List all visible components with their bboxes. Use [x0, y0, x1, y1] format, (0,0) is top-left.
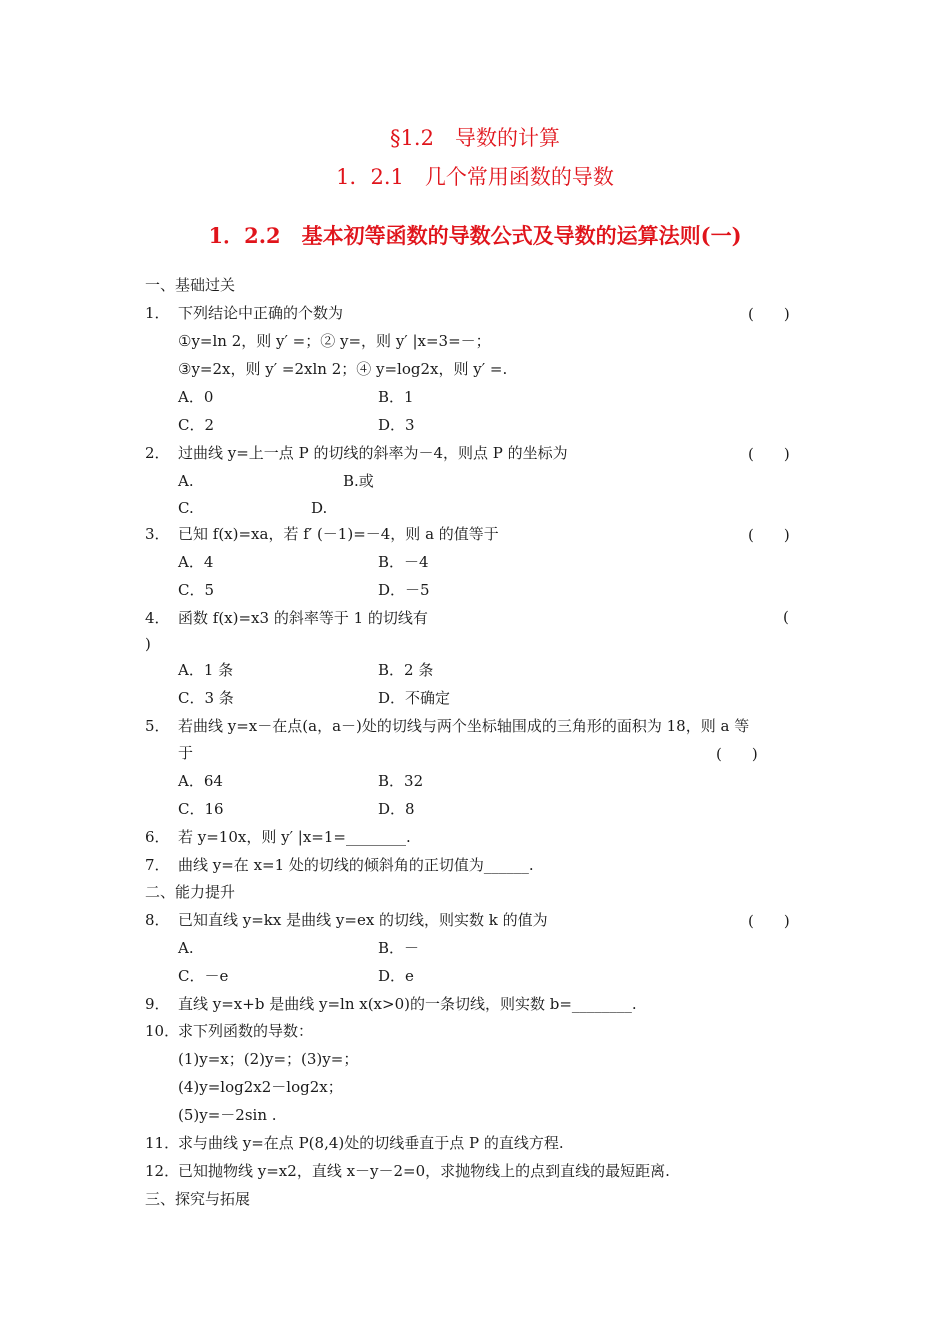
q3-option-b: B．－4: [378, 553, 429, 571]
q10-part-5: (5)y=－2sin .: [178, 1106, 277, 1124]
q4-option-b: B．2 条: [378, 661, 434, 679]
q4-option-a: A．1 条: [178, 661, 234, 679]
q11-stem: 求与曲线 y=在点 P(8,4)处的切线垂直于点 P 的直线方程.: [178, 1134, 564, 1152]
subsection-title-1: 1．2.1 几个常用函数的导数: [336, 165, 614, 189]
q2-option-b: B.或: [343, 472, 374, 490]
q11-number: 11．: [145, 1134, 180, 1152]
q8-option-c: C．－e: [178, 967, 229, 985]
q2-stem: 过曲线 y=上一点 P 的切线的斜率为－4，则点 P 的坐标为: [178, 444, 568, 462]
q1-option-d: D．3: [378, 416, 415, 434]
q5-answer-paren: ( ): [716, 745, 758, 763]
q3-option-c: C．5: [178, 581, 215, 599]
q8-stem: 已知直线 y=kx 是曲线 y=ex 的切线，则实数 k 的值为: [178, 911, 548, 929]
subsection-title-2: 1．2.2 基本初等函数的导数公式及导数的运算法则(一): [208, 223, 742, 248]
q5-stem-line-2: 于: [178, 744, 194, 762]
q3-option-a: A．4: [178, 553, 214, 571]
q4-stem: 函数 f(x)=x3 的斜率等于 1 的切线有: [178, 609, 428, 627]
q1-line-1: ①y=ln 2，则 y′ =；② y=，则 y′ |x=3=－；: [178, 332, 491, 350]
q5-stem-line-1: 若曲线 y=x－在点(a，a－)处的切线与两个坐标轴围成的三角形的面积为 18，则 a 等: [178, 717, 750, 735]
q1-option-b: B．1: [378, 388, 414, 406]
q5-option-c: C．16: [178, 800, 224, 818]
q5-option-a: A．64: [178, 772, 223, 790]
q10-number: 10．: [145, 1022, 180, 1040]
q1-number: 1．: [145, 304, 170, 322]
q2-option-a: A.: [178, 472, 194, 490]
section-title: §1.2 导数的计算: [390, 126, 560, 150]
q5-option-d: D．8: [378, 800, 415, 818]
q10-part-4: (4)y=log2x2－log2x；: [178, 1078, 343, 1096]
q1-option-c: C．2: [178, 416, 215, 434]
q3-stem: 已知 f(x)=xa，若 f′ (－1)=－4，则 a 的值等于: [178, 525, 499, 543]
q1-stem: 下列结论中正确的个数为: [178, 304, 344, 322]
q6-number: 6．: [145, 828, 170, 846]
q4-option-c: C．3 条: [178, 689, 234, 707]
q8-option-b: B．－: [378, 939, 420, 957]
q3-option-d: D．－5: [378, 581, 430, 599]
q12-stem: 已知抛物线 y=x2，直线 x－y－2=0，求抛物线上的点到直线的最短距离.: [178, 1162, 670, 1180]
q12-number: 12．: [145, 1162, 180, 1180]
q9-number: 9．: [145, 995, 170, 1013]
q10-part-1-3: (1)y=x；(2)y=；(3)y=；: [178, 1050, 359, 1068]
q7-number: 7．: [145, 856, 170, 874]
q3-answer-paren: ( ): [748, 526, 790, 544]
q4-option-d: D．不确定: [378, 689, 451, 707]
q5-number: 5．: [145, 717, 170, 735]
q3-number: 3．: [145, 525, 170, 543]
q9-stem: 直线 y=x+b 是曲线 y=ln x(x>0)的一条切线，则实数 b=________.: [178, 995, 637, 1013]
q2-option-c: C.: [178, 499, 194, 517]
section-heading-explore: 三、探究与拓展: [145, 1190, 251, 1208]
q5-option-b: B．32: [378, 772, 424, 790]
q4-number: 4．: [145, 609, 170, 627]
q1-option-a: A．0: [178, 388, 214, 406]
q4-paren-close: ): [145, 635, 151, 653]
q2-number: 2．: [145, 444, 170, 462]
q8-answer-paren: ( ): [748, 912, 790, 930]
q8-option-a: A.: [178, 939, 194, 957]
q8-number: 8．: [145, 911, 170, 929]
q10-stem: 求下列函数的导数：: [178, 1022, 314, 1040]
q7-stem: 曲线 y=在 x=1 处的切线的倾斜角的正切值为______.: [178, 856, 534, 874]
section-heading-basic: 一、基础过关: [145, 276, 236, 294]
q1-line-2: ③y=2x，则 y′ =2xln 2；④ y=log2x，则 y′ =.: [178, 360, 508, 378]
q8-option-d: D．e: [378, 967, 414, 985]
q6-stem: 若 y=10x，则 y′ |x=1=________.: [178, 828, 411, 846]
q2-option-d: D.: [311, 499, 328, 517]
section-heading-advanced: 二、能力提升: [145, 883, 236, 901]
q4-paren-open: (: [783, 608, 789, 626]
q1-answer-paren: ( ): [748, 305, 790, 323]
q2-answer-paren: ( ): [748, 445, 790, 463]
